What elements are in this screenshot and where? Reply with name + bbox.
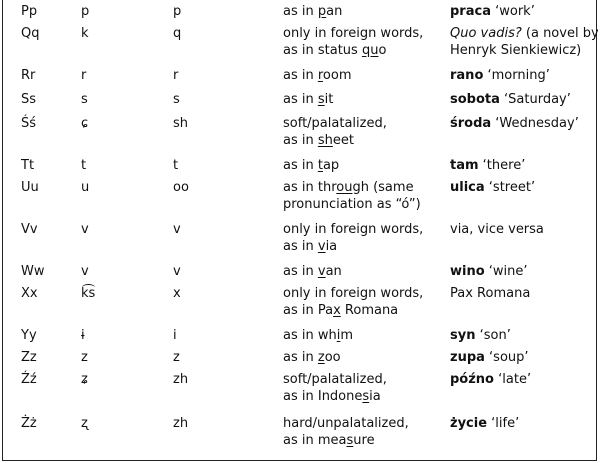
example-word: praca bbox=[450, 4, 491, 19]
example-cell bbox=[450, 327, 511, 344]
description-text: only in foreign words, bbox=[283, 222, 424, 237]
ipa-cell bbox=[81, 285, 95, 302]
example-gloss: ‘life’ bbox=[487, 416, 520, 431]
description-line bbox=[283, 91, 333, 108]
description-text: as in bbox=[283, 68, 318, 83]
example-line bbox=[450, 91, 571, 108]
description-text: as in thr bbox=[283, 180, 337, 195]
ipa-cell bbox=[81, 327, 85, 344]
description-line bbox=[283, 285, 423, 302]
description-text: as in bbox=[283, 239, 318, 254]
example-word: ulica bbox=[450, 180, 485, 195]
english-spelling-cell: x bbox=[173, 286, 181, 301]
example-gloss: ‘morning’ bbox=[483, 68, 550, 83]
english-spelling-cell: sh bbox=[173, 116, 189, 131]
description-cell bbox=[283, 67, 352, 84]
example-line bbox=[450, 42, 599, 59]
english-spelling-cell: v bbox=[173, 264, 181, 279]
description-line bbox=[283, 415, 409, 432]
example-cell bbox=[450, 221, 544, 238]
english-spelling-cell: p bbox=[173, 4, 182, 19]
ipa-symbol: u bbox=[81, 180, 90, 195]
description-text: as in wh bbox=[283, 328, 337, 343]
description-text: pronunciation as “ó”) bbox=[283, 197, 421, 212]
ipa-symbol: ʑ bbox=[81, 372, 88, 387]
description-line bbox=[283, 25, 423, 42]
example-word: syn bbox=[450, 328, 476, 343]
description-text: as in bbox=[283, 133, 318, 148]
description-text: ia bbox=[325, 239, 338, 254]
ipa-cell bbox=[81, 67, 86, 84]
example-cell bbox=[450, 263, 528, 280]
example-line bbox=[450, 285, 530, 302]
underlined-sound: i bbox=[336, 328, 341, 343]
ipa-cell bbox=[81, 349, 88, 366]
description-line bbox=[283, 115, 387, 132]
example-title: Quo vadis? bbox=[450, 26, 522, 41]
example-line bbox=[450, 415, 519, 432]
description-text: only in foreign words, bbox=[283, 26, 424, 41]
example-word: tam bbox=[450, 158, 479, 173]
example-word: późno bbox=[450, 372, 494, 387]
description-line bbox=[283, 42, 423, 59]
letter-cell: Tt bbox=[21, 158, 35, 173]
example-cell bbox=[450, 371, 531, 388]
english-spelling-cell: t bbox=[173, 158, 179, 173]
description-text: as in bbox=[283, 264, 318, 279]
description-cell bbox=[283, 115, 387, 149]
description-line bbox=[283, 349, 341, 366]
english-spelling-cell: s bbox=[173, 92, 180, 107]
example-cell bbox=[450, 91, 571, 108]
description-cell bbox=[283, 263, 342, 280]
description-line bbox=[283, 132, 387, 149]
underlined-sound: r bbox=[317, 68, 323, 83]
example-cell bbox=[450, 157, 525, 174]
example-gloss: ‘Wednesday’ bbox=[491, 116, 579, 131]
example-cell bbox=[450, 25, 599, 59]
ipa-cell bbox=[81, 415, 88, 432]
description-cell bbox=[283, 371, 387, 405]
underlined-sound: z bbox=[317, 350, 325, 365]
example-word: wino bbox=[450, 264, 485, 279]
ipa-cell bbox=[81, 179, 89, 196]
example-gloss: (a novel by bbox=[521, 26, 599, 41]
ipa-cell bbox=[81, 3, 89, 20]
description-text: as in Pa bbox=[283, 303, 334, 318]
description-cell bbox=[283, 327, 353, 344]
ipa-symbol: s bbox=[81, 92, 88, 107]
ipa-symbol: t bbox=[81, 158, 87, 173]
example-cell bbox=[450, 415, 519, 432]
description-text: oo bbox=[324, 350, 341, 365]
ipa-symbol: ɕ bbox=[81, 116, 89, 131]
underlined-sound: p bbox=[317, 4, 327, 19]
example-gloss: Pax Romana bbox=[450, 286, 531, 301]
description-text: oom bbox=[322, 68, 352, 83]
example-gloss: ‘soup’ bbox=[484, 350, 529, 365]
description-cell bbox=[283, 221, 423, 255]
example-word: życie bbox=[450, 416, 488, 431]
description-cell bbox=[283, 25, 423, 59]
letter-cell: Ww bbox=[21, 264, 45, 279]
description-text: o bbox=[378, 43, 387, 58]
description-text: only in foreign words, bbox=[283, 286, 424, 301]
example-line bbox=[450, 115, 579, 132]
example-line bbox=[450, 221, 544, 238]
example-cell bbox=[450, 285, 530, 302]
letter-cell: Yy bbox=[21, 328, 37, 343]
underlined-sound: v bbox=[317, 264, 326, 279]
description-cell bbox=[283, 285, 423, 319]
description-text: as in bbox=[283, 158, 318, 173]
description-text: ia bbox=[369, 389, 381, 404]
english-spelling-cell: q bbox=[173, 26, 182, 41]
example-word: rano bbox=[450, 68, 484, 83]
example-word: środa bbox=[450, 116, 492, 131]
example-word: sobota bbox=[450, 92, 500, 107]
english-spelling-cell: i bbox=[173, 328, 177, 343]
example-cell bbox=[450, 179, 535, 196]
letter-cell: Qq bbox=[21, 26, 40, 41]
example-gloss: ‘late’ bbox=[494, 372, 532, 387]
description-text: as in bbox=[283, 350, 318, 365]
ipa-symbol: v bbox=[81, 264, 89, 279]
example-line bbox=[450, 327, 511, 344]
description-line bbox=[283, 302, 423, 319]
description-text: soft/palatalized, bbox=[283, 116, 387, 131]
description-text: gh (same bbox=[352, 180, 414, 195]
description-text: eet bbox=[332, 133, 354, 148]
description-line bbox=[283, 196, 421, 213]
underlined-sound: s bbox=[362, 389, 370, 404]
example-word: zupa bbox=[450, 350, 485, 365]
ipa-cell bbox=[81, 25, 89, 42]
ipa-cell bbox=[81, 371, 88, 388]
pronunciation-table bbox=[2, 0, 597, 461]
example-line bbox=[450, 157, 525, 174]
description-line bbox=[283, 221, 423, 238]
ipa-symbol: ks bbox=[81, 286, 96, 301]
description-cell bbox=[283, 349, 341, 366]
underlined-sound: ou bbox=[336, 180, 353, 195]
example-line bbox=[450, 263, 528, 280]
description-text: as in status bbox=[283, 43, 362, 58]
example-gloss: ‘son’ bbox=[475, 328, 511, 343]
ipa-cell bbox=[81, 157, 86, 174]
description-line bbox=[283, 388, 387, 405]
description-text: as in bbox=[283, 92, 318, 107]
description-cell bbox=[283, 179, 421, 213]
example-line bbox=[450, 371, 531, 388]
description-cell bbox=[283, 91, 333, 108]
letter-cell: Xx bbox=[21, 286, 38, 301]
example-line bbox=[450, 67, 550, 84]
example-gloss: ‘Saturday’ bbox=[499, 92, 571, 107]
example-gloss: ‘there’ bbox=[478, 158, 526, 173]
english-spelling-cell: zh bbox=[173, 416, 189, 431]
description-line bbox=[283, 3, 342, 20]
ipa-symbol: p bbox=[81, 4, 90, 19]
example-cell bbox=[450, 3, 535, 20]
example-gloss: ‘street’ bbox=[484, 180, 536, 195]
english-spelling-cell: zh bbox=[173, 372, 189, 387]
description-line bbox=[283, 179, 421, 196]
ipa-cell bbox=[81, 115, 88, 132]
ipa-symbol: k bbox=[81, 26, 89, 41]
example-gloss: Henryk Sienkiewicz) bbox=[450, 43, 582, 58]
description-cell bbox=[283, 415, 409, 449]
ipa-symbol: v bbox=[81, 222, 89, 237]
underlined-sound: t bbox=[317, 158, 323, 173]
description-text: m bbox=[340, 328, 354, 343]
example-gloss: ‘wine’ bbox=[484, 264, 528, 279]
description-line bbox=[283, 157, 339, 174]
letter-cell: Uu bbox=[21, 180, 39, 195]
letter-cell: Zz bbox=[21, 350, 37, 365]
ipa-symbol: ʐ bbox=[81, 416, 88, 431]
example-cell bbox=[450, 115, 579, 132]
description-line bbox=[283, 327, 353, 344]
ipa-cell bbox=[81, 91, 88, 108]
letter-cell: Rr bbox=[21, 68, 36, 83]
english-spelling-cell: v bbox=[173, 222, 181, 237]
description-text: as in bbox=[283, 4, 318, 19]
underlined-sound: qu bbox=[361, 43, 379, 58]
description-line bbox=[283, 432, 409, 449]
example-gloss: via, vice versa bbox=[450, 222, 544, 237]
example-line bbox=[450, 25, 599, 42]
example-cell bbox=[450, 349, 529, 366]
description-line bbox=[283, 263, 342, 280]
description-text: an bbox=[325, 264, 342, 279]
letter-cell: Pp bbox=[21, 4, 38, 19]
english-spelling-cell: oo bbox=[173, 180, 189, 195]
example-line bbox=[450, 179, 535, 196]
description-text: hard/unpalatalized, bbox=[283, 416, 409, 431]
english-spelling-cell: z bbox=[173, 350, 180, 365]
description-cell bbox=[283, 3, 342, 20]
letter-cell: Ss bbox=[21, 92, 37, 107]
description-text: soft/palatalized, bbox=[283, 372, 387, 387]
description-text: an bbox=[326, 4, 343, 19]
underlined-sound: s bbox=[346, 433, 354, 448]
description-text: it bbox=[324, 92, 334, 107]
ipa-cell bbox=[81, 221, 89, 238]
example-gloss: ‘work’ bbox=[490, 4, 535, 19]
letter-cell: Śś bbox=[21, 116, 37, 131]
letter-cell: Źź bbox=[21, 372, 37, 387]
description-text: Romana bbox=[340, 303, 399, 318]
example-line bbox=[450, 349, 529, 366]
letter-cell: Żż bbox=[21, 416, 37, 431]
underlined-sound: sh bbox=[317, 133, 333, 148]
description-line bbox=[283, 371, 387, 388]
underlined-sound: v bbox=[317, 239, 326, 254]
description-line bbox=[283, 67, 352, 84]
example-cell bbox=[450, 67, 550, 84]
description-cell bbox=[283, 157, 339, 174]
example-line bbox=[450, 3, 535, 20]
underlined-sound: s bbox=[317, 92, 325, 107]
description-line bbox=[283, 238, 423, 255]
description-text: as in mea bbox=[283, 433, 347, 448]
ipa-symbol: z bbox=[81, 350, 88, 365]
description-text: ap bbox=[322, 158, 340, 173]
description-text: ure bbox=[353, 433, 375, 448]
underlined-sound: x bbox=[333, 303, 341, 318]
letter-cell: Vv bbox=[21, 222, 38, 237]
description-text: as in Indone bbox=[283, 389, 363, 404]
ipa-cell bbox=[81, 263, 89, 280]
ipa-symbol: r bbox=[81, 68, 87, 83]
english-spelling-cell: r bbox=[173, 68, 179, 83]
ipa-symbol: ɨ bbox=[81, 328, 85, 343]
